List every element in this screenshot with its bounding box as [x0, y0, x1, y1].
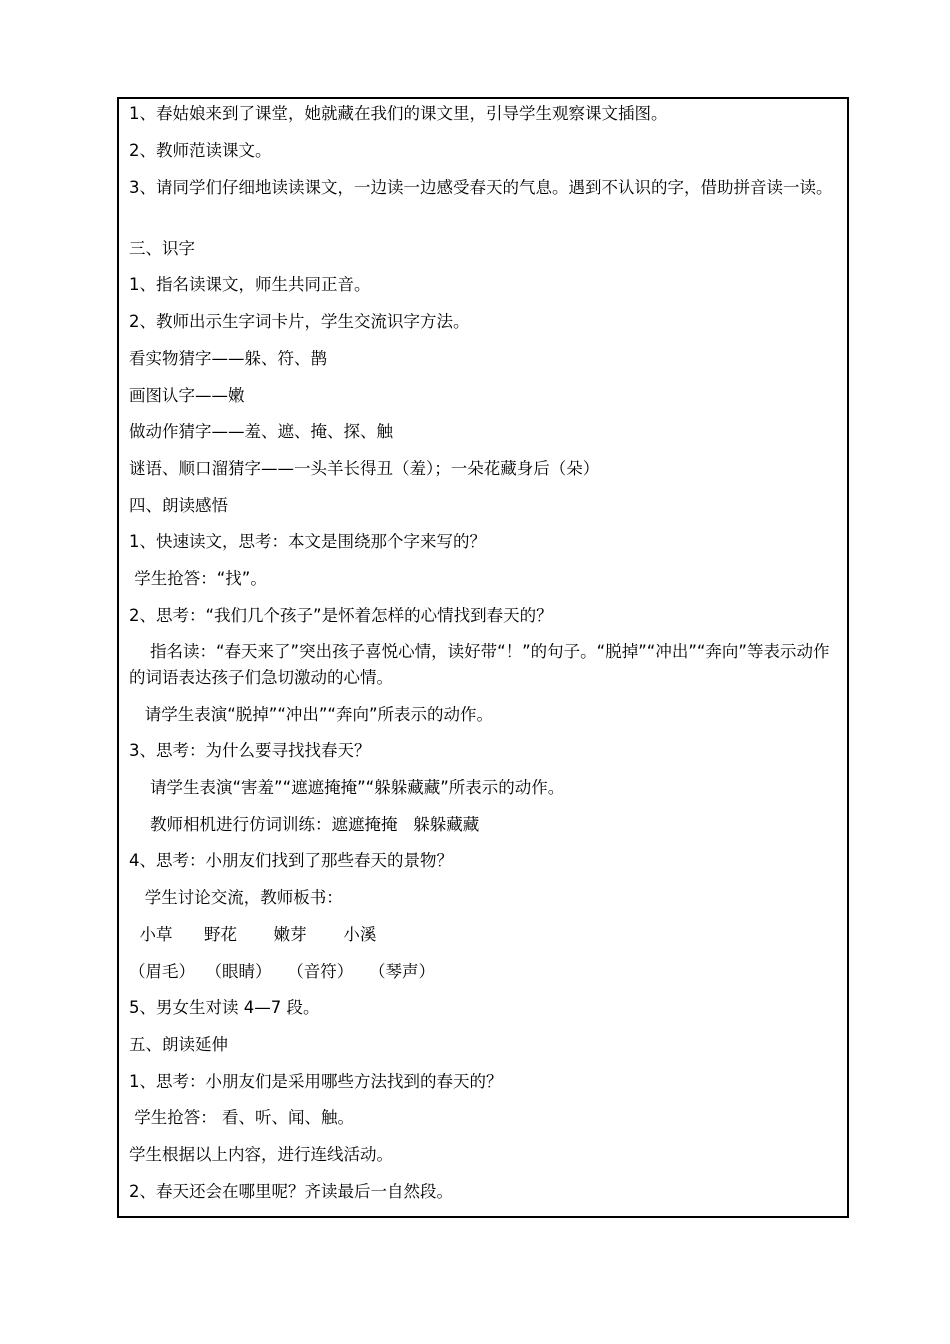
- text-line: 画图认字——嫩: [129, 386, 245, 405]
- text-line: 谜语、顺口溜猜字——一头羊长得丑（羞）；一朵花藏身后（朵）: [129, 459, 600, 478]
- text-line: 1、春姑娘来到了课堂，她就藏在我们的课文里，引导学生观察课文插图。: [129, 104, 668, 123]
- lesson-plan-frame: [117, 97, 849, 1218]
- text-line: 请学生表演“害羞”“遮遮掩掩”“躲躲藏藏”所表示的动作。: [129, 778, 565, 797]
- text-line: 教师相机进行仿词训练：遮遮掩掩 躲躲藏藏: [129, 815, 480, 834]
- text-line: 1、快速读文，思考：本文是围绕那个字来写的？: [129, 532, 486, 551]
- text-line: （眉毛） （眼睛） （音符） （琴声）: [129, 962, 435, 981]
- text-line: 学生讨论交流，教师板书：: [129, 888, 343, 907]
- text-line: 3、思考：为什么要寻找找春天？: [129, 741, 371, 760]
- text-line: 小草 野花 嫩芽 小溪: [129, 925, 377, 944]
- text-line: 1、思考：小朋友们是采用哪些方法找到的春天的？: [129, 1072, 503, 1091]
- section-heading: 四、朗读感悟: [129, 496, 228, 515]
- section-heading: 三、识字: [129, 239, 195, 258]
- text-line: 学生抢答： 看、听、闻、触。: [129, 1108, 354, 1127]
- text-line: 看实物猜字——躲、符、鹊: [129, 349, 327, 368]
- text-line: 4、思考：小朋友们找到了那些春天的景物？: [129, 851, 453, 870]
- text-line: 做动作猜字——羞、遮、掩、探、触: [129, 422, 393, 441]
- text-line: 1、指名读课文，师生共同正音。: [129, 275, 371, 294]
- text-line-wrapped: 3、请同学们仔细地读读课文，一边读一边感受春天的气息。遇到不认识的字，借助拼音读一读。: [129, 178, 833, 197]
- text-line: 2、教师出示生字词卡片，学生交流识字方法。: [129, 312, 470, 331]
- text-line: 2、春天还会在哪里呢？齐读最后一自然段。: [129, 1182, 453, 1201]
- text-line: 学生抢答：“找”。: [129, 569, 267, 588]
- text-line: 2、教师范读课文。: [129, 141, 272, 160]
- text-line: 2、思考：“我们几个孩子”是怀着怎样的心情找到春天的？: [129, 606, 553, 625]
- text-line: 请学生表演“脱掉”“冲出”“奔向”所表示的动作。: [129, 705, 494, 724]
- text-line: 学生根据以上内容，进行连线活动。: [129, 1145, 393, 1164]
- text-line: 5、男女生对读 4—7 段。: [129, 998, 320, 1017]
- section-heading: 五、朗读延伸: [129, 1035, 228, 1054]
- text-line-wrapped: 指名读：“春天来了”突出孩子喜悦心情，读好带“！”的句子。“脱掉”“冲出”“奔向”等表示动作的词语表达孩子们急切激动的心情。: [129, 642, 830, 687]
